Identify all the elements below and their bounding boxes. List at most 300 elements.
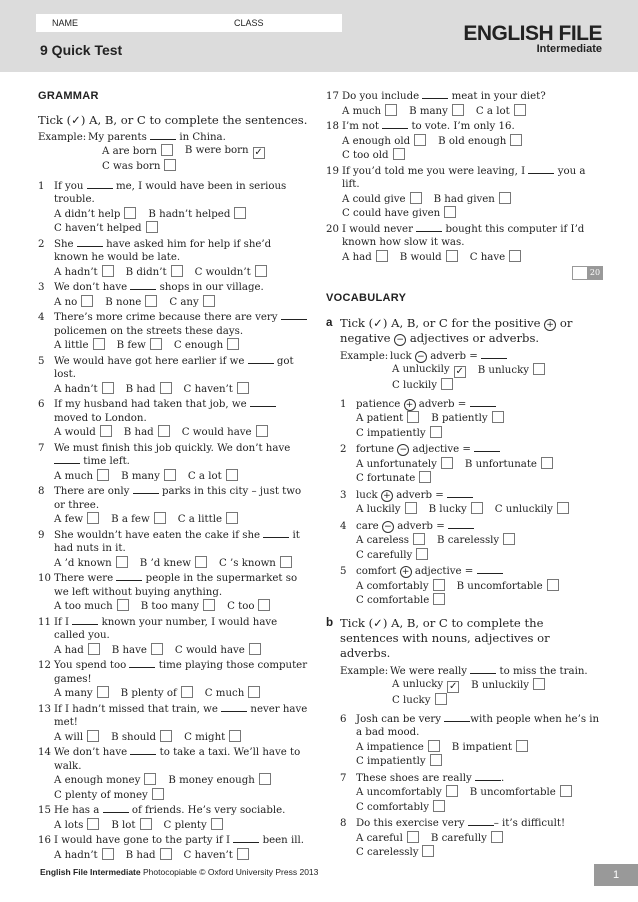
answer-blank (72, 616, 98, 625)
checkbox[interactable] (160, 382, 172, 394)
option (112, 643, 163, 658)
question-number: 9 (38, 529, 45, 541)
question-text (342, 120, 602, 134)
checkbox[interactable] (259, 773, 271, 785)
checkbox[interactable] (533, 363, 545, 375)
question-text (54, 180, 308, 207)
option-label: B money enough (168, 775, 255, 786)
checkbox[interactable] (410, 192, 422, 204)
option-label: C plenty of money (54, 789, 148, 801)
checkbox[interactable] (248, 686, 260, 698)
checkbox[interactable] (154, 512, 166, 524)
checkbox[interactable] (164, 159, 176, 171)
option (195, 265, 267, 280)
checkbox[interactable] (433, 579, 445, 591)
option-label: A ’d known (54, 557, 112, 569)
checkbox[interactable] (100, 425, 112, 437)
answer-blank (54, 455, 80, 464)
checkbox[interactable] (144, 773, 156, 785)
option (111, 818, 151, 833)
option (126, 265, 183, 280)
checkbox[interactable] (258, 599, 270, 611)
minus-icon: − (415, 351, 427, 363)
option-label: B would (399, 251, 442, 263)
checkbox[interactable] (422, 845, 434, 857)
checkbox[interactable] (407, 411, 419, 423)
name-label: NAME (52, 18, 79, 28)
question-text-before: She wouldn’t have eaten the cake if she (54, 529, 261, 541)
grammar-question (326, 223, 602, 265)
question-number: 12 (38, 660, 51, 671)
example-before: My parents (88, 131, 147, 143)
item-number: 4 (340, 520, 347, 532)
checkbox[interactable] (195, 556, 207, 568)
item-word: fortune (356, 444, 395, 455)
item-number: 8 (340, 818, 347, 829)
answer-blank (130, 281, 156, 290)
option-label: B carelessly (437, 535, 500, 546)
checkbox[interactable] (510, 134, 522, 146)
option (356, 411, 419, 426)
checkbox[interactable] (164, 469, 176, 481)
checkbox[interactable] (516, 740, 528, 752)
question-number: 11 (38, 616, 51, 628)
option (54, 848, 114, 863)
option-label: B lot (111, 819, 136, 831)
question-text (54, 659, 308, 686)
checkbox[interactable] (181, 686, 193, 698)
checkbox-ticked[interactable]: ✓ (254, 147, 263, 158)
question-text-before: We would have got here earlier if we (54, 355, 245, 367)
option (219, 556, 292, 571)
left-column (38, 90, 308, 864)
answer-blank (263, 529, 289, 538)
checkbox[interactable] (234, 207, 246, 219)
checkbox[interactable] (433, 593, 445, 605)
footer-title: English File Intermediate (40, 867, 141, 877)
option (184, 730, 241, 745)
checkbox[interactable] (471, 502, 483, 514)
checkbox[interactable] (161, 144, 173, 156)
checkbox[interactable] (152, 788, 164, 800)
option-label: B uncomfortable (456, 580, 543, 592)
footer-copyright: Photocopiable © Oxford University Press 2013 (142, 867, 319, 877)
checkbox[interactable] (140, 818, 152, 830)
option-label: A much (342, 105, 382, 117)
question-text (54, 703, 308, 730)
question-text-after: of friends. He’s very sociable. (131, 805, 286, 816)
checkbox[interactable] (503, 533, 515, 545)
checkbox[interactable] (393, 148, 405, 160)
checkbox[interactable] (151, 643, 163, 655)
question-text-before: I’m not (342, 121, 379, 132)
option-label: B unfortunate (464, 458, 537, 470)
option-label: C much (204, 688, 245, 699)
option-label: A careful (356, 832, 403, 844)
checkbox[interactable] (160, 730, 172, 742)
option (356, 533, 425, 548)
checkbox[interactable] (102, 265, 114, 277)
option (227, 599, 270, 614)
option (54, 643, 100, 658)
score-total: 20 (587, 266, 603, 280)
checkbox[interactable] (256, 425, 268, 437)
checkbox[interactable] (150, 338, 162, 350)
option (188, 469, 238, 484)
vocab-a-item (340, 520, 602, 563)
grammar-question (38, 703, 308, 745)
question-options (342, 192, 602, 221)
brand-logo (463, 22, 602, 55)
checkbox[interactable] (116, 556, 128, 568)
checkbox[interactable] (414, 134, 426, 146)
question-text-after: to take a taxi. We’ll have to walk. (54, 747, 301, 772)
option-label: C impatiently (356, 756, 426, 767)
question-text (54, 804, 308, 818)
option (184, 382, 249, 397)
item-prompt (356, 520, 602, 534)
question-number: 4 (38, 312, 45, 323)
question-options (356, 740, 602, 769)
option (342, 192, 422, 207)
question-text-after: me, I would have been in serious trouble. (54, 180, 287, 205)
question-options (356, 579, 602, 608)
answer-blank (248, 355, 274, 364)
question-options (54, 265, 308, 280)
checkbox[interactable] (419, 471, 431, 483)
checkbox[interactable] (93, 338, 105, 350)
option (126, 382, 172, 397)
item-after: . (501, 772, 505, 784)
checkbox[interactable] (509, 250, 521, 262)
question-options (54, 512, 308, 527)
answer-blank (477, 565, 503, 574)
question-options (54, 556, 308, 571)
option (342, 134, 426, 149)
option (54, 469, 109, 484)
grammar-question (38, 529, 308, 571)
option-label: B hadn’t helped (148, 208, 231, 220)
option (54, 599, 129, 614)
option-label: C have (469, 251, 506, 263)
option (470, 785, 572, 800)
checkbox[interactable] (203, 599, 215, 611)
option-label: A careless (356, 535, 410, 546)
question-text (54, 529, 308, 556)
vocab-a-item (340, 443, 602, 486)
checkbox[interactable] (557, 502, 569, 514)
option-label: A no (54, 296, 78, 308)
checkbox[interactable] (433, 800, 445, 812)
vocab-b-item (340, 772, 602, 815)
question-options (54, 848, 308, 863)
option (342, 148, 405, 163)
option (356, 831, 419, 846)
grammar-question (326, 90, 602, 118)
checkbox[interactable] (117, 599, 129, 611)
checkbox[interactable] (444, 206, 456, 218)
checkbox[interactable] (237, 382, 249, 394)
question-number: 16 (38, 835, 51, 846)
checkbox[interactable] (255, 265, 267, 277)
option (140, 556, 207, 571)
checkbox[interactable] (435, 693, 447, 705)
checkbox[interactable] (249, 643, 261, 655)
question-text (54, 398, 308, 425)
checkbox[interactable] (227, 338, 239, 350)
checkbox[interactable] (413, 533, 425, 545)
grammar-instruction: Tick (✓) A, B, or C to complete the sentences. (38, 112, 308, 127)
option (457, 579, 559, 594)
checkbox[interactable] (407, 831, 419, 843)
option (169, 295, 214, 310)
option-label: C would have (181, 427, 252, 438)
option-label: B impatient (451, 741, 513, 753)
option (452, 740, 528, 755)
question-options (342, 250, 602, 265)
answer-blank (129, 659, 155, 668)
option-label: A would (54, 427, 96, 438)
option-label: A enough money (54, 775, 141, 786)
option-label: B had (125, 849, 156, 861)
checkbox[interactable] (491, 831, 503, 843)
checkbox[interactable] (376, 250, 388, 262)
question-text (54, 746, 308, 773)
option-label: B didn’t (125, 266, 167, 278)
checkbox[interactable] (88, 643, 100, 655)
checkbox[interactable] (87, 512, 99, 524)
option-label: A hadn’t (54, 266, 98, 278)
option-label: B should (111, 731, 157, 743)
checkbox[interactable] (160, 848, 172, 860)
example-after: in China. (179, 131, 226, 143)
option (205, 686, 261, 701)
vocabulary-heading: VOCABULARY (326, 292, 407, 304)
checkbox[interactable] (280, 556, 292, 568)
option (54, 338, 105, 353)
question-text-before: I would never (342, 223, 413, 235)
checkbox[interactable] (385, 104, 397, 116)
option-label: A few (54, 514, 84, 525)
checkbox[interactable] (446, 785, 458, 797)
option-label: C impatiently (356, 427, 426, 439)
answer-blank (444, 713, 470, 722)
option (164, 818, 223, 833)
checkbox[interactable] (237, 848, 249, 860)
option-label: B lucky (428, 504, 467, 515)
question-text-before: We must finish this job quickly. We don’t have (54, 442, 291, 454)
answer-blank (221, 703, 247, 712)
checkbox[interactable] (81, 295, 93, 307)
minus-icon: − (382, 521, 394, 533)
item-type: adverb = (418, 398, 467, 410)
checkbox[interactable] (211, 818, 223, 830)
checkbox-ticked[interactable]: ✓ (448, 681, 458, 692)
checkbox[interactable] (492, 411, 504, 423)
checkbox[interactable] (87, 818, 99, 830)
item-number: 1 (340, 398, 347, 410)
answer-blank (468, 817, 494, 826)
grammar-questions-17-20 (326, 90, 602, 264)
option-label: C comfortable (356, 595, 430, 606)
option (117, 338, 162, 353)
checkbox[interactable] (87, 730, 99, 742)
question-text-after: time left. (83, 456, 130, 467)
option-label: C comfortably (356, 801, 430, 813)
answer-blank (528, 165, 554, 174)
section-b-label: b (326, 615, 334, 629)
item-after: with people when he’s in a bad mood. (356, 713, 600, 738)
option (54, 207, 136, 222)
answer-blank (382, 120, 408, 129)
question-number: 20 (326, 223, 339, 235)
item-before: Josh can be very (356, 713, 442, 725)
option (54, 265, 114, 280)
checkbox[interactable] (430, 754, 442, 766)
item-number: 2 (340, 444, 347, 455)
option (184, 848, 249, 863)
checkbox[interactable] (452, 104, 464, 116)
grammar-question (326, 165, 602, 221)
option-label: C wouldn’t (194, 266, 251, 278)
checkbox[interactable] (226, 512, 238, 524)
vocab-section-a (326, 316, 602, 608)
checkbox[interactable] (441, 378, 453, 390)
question-text-after: bought this computer if I’d known how slow it was. (342, 223, 585, 248)
footer (40, 867, 318, 877)
item-text (356, 772, 602, 786)
question-text-before: There are only (54, 486, 130, 497)
option (429, 502, 483, 517)
score-entry[interactable] (572, 266, 588, 280)
vocab-b-item (340, 713, 602, 769)
answer-blank (233, 834, 259, 843)
checkbox[interactable] (146, 221, 158, 233)
section-b-instruction: Tick (✓) A, B, or C to complete the sentences with nouns, adjectives or adverbs. (340, 615, 550, 660)
option-label: B plenty of (120, 688, 177, 699)
checkbox[interactable] (97, 686, 109, 698)
option (148, 207, 246, 222)
option (54, 512, 99, 527)
question-text-before: Do you include (342, 91, 420, 102)
option-label: B patiently (431, 413, 488, 424)
checkbox[interactable] (102, 382, 114, 394)
option-label: A too much (54, 601, 113, 612)
option (54, 382, 114, 397)
option (356, 471, 431, 486)
answer-blank (87, 180, 113, 189)
checkbox[interactable] (158, 425, 170, 437)
option (126, 848, 172, 863)
grammar-question (38, 804, 308, 832)
checkbox[interactable] (533, 678, 545, 690)
grammar-question (38, 746, 308, 802)
checkbox[interactable] (405, 502, 417, 514)
checkbox[interactable] (226, 469, 238, 481)
checkbox[interactable] (124, 207, 136, 219)
option-label: A enough old (342, 135, 411, 147)
question-options (54, 773, 308, 802)
option-label: A hadn’t (54, 383, 98, 395)
checkbox-ticked[interactable]: ✓ (455, 366, 464, 377)
checkbox[interactable] (441, 457, 453, 469)
page-header (0, 0, 638, 72)
item-after: – it’s difficult! (493, 818, 566, 829)
checkbox[interactable] (229, 730, 241, 742)
checkbox[interactable] (428, 740, 440, 752)
option-label: B had (125, 383, 156, 395)
question-number: 8 (38, 486, 45, 497)
checkbox[interactable] (499, 192, 511, 204)
option-label: A had (54, 644, 84, 656)
checkbox[interactable] (145, 295, 157, 307)
question-options (54, 599, 308, 614)
option-label: A lots (54, 819, 84, 831)
option-label: B had (123, 427, 154, 438)
question-text-after: to vote. I’m only 16. (411, 121, 515, 132)
question-options (54, 425, 308, 440)
question-number: 6 (38, 399, 45, 410)
grammar-question (38, 180, 308, 236)
example-option-b: B were born (184, 145, 249, 156)
option (476, 104, 526, 119)
option (356, 502, 417, 517)
checkbox[interactable] (416, 548, 428, 560)
option-label: C haven’t (183, 849, 233, 861)
checkbox[interactable] (541, 457, 553, 469)
option-label: C haven’t (183, 383, 233, 395)
checkbox[interactable] (102, 848, 114, 860)
answer-blank (281, 311, 307, 320)
vocab-a-item (340, 489, 602, 517)
option-label: A uncomfortably (356, 787, 442, 798)
checkbox[interactable] (446, 250, 458, 262)
option (168, 773, 270, 788)
question-text-after: people in the supermarket so we left without buying anything. (54, 573, 298, 598)
option (121, 469, 176, 484)
option (111, 730, 172, 745)
question-text-before: I would have gone to the party if I (54, 835, 231, 846)
option (54, 686, 109, 701)
question-text (54, 238, 308, 265)
item-word: patience (356, 398, 401, 410)
checkbox[interactable] (560, 785, 572, 797)
option-label: A many (54, 688, 93, 699)
checkbox[interactable] (430, 426, 442, 438)
vocab-b-example: Example: We were really to miss the train. A unlucky ✓ B unluckily C lucky (340, 665, 588, 706)
option (54, 556, 128, 571)
option (175, 643, 261, 658)
option (356, 845, 434, 860)
checkbox[interactable] (97, 469, 109, 481)
question-options (54, 207, 308, 236)
checkbox[interactable] (171, 265, 183, 277)
minus-icon: − (394, 334, 406, 346)
item-word: luck (356, 489, 378, 501)
question-text-before: If you’d told me you were leaving, I (342, 165, 526, 177)
option-label: A impatience (356, 741, 424, 753)
option-label: C haven’t helped (54, 223, 142, 234)
checkbox[interactable] (203, 295, 215, 307)
option (356, 754, 442, 769)
question-options (54, 382, 308, 397)
checkbox[interactable] (547, 579, 559, 591)
plus-icon: + (404, 399, 416, 411)
question-text (54, 616, 308, 643)
checkbox[interactable] (514, 104, 526, 116)
question-number: 10 (38, 573, 51, 584)
question-options (54, 643, 308, 658)
